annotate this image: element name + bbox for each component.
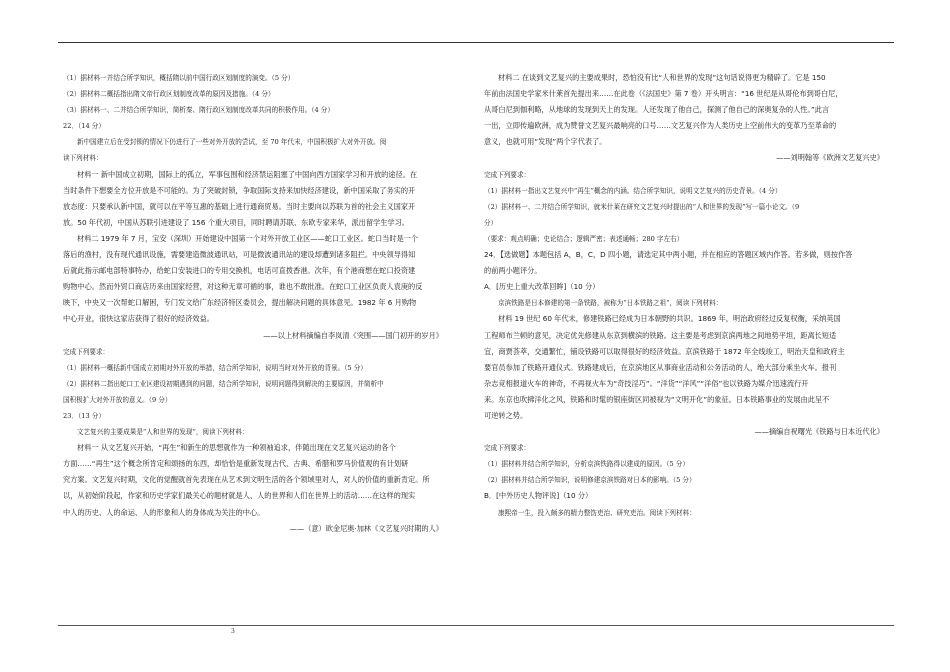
text-line: B．[中外历史人物评说]（10 分） bbox=[484, 491, 593, 501]
text-line: 以，从初始阶段起，作家和历史学家们最关心的题材就是人、人的世界和人们在世界上的活动……在这样的现实 bbox=[63, 491, 416, 501]
text-line: 材料一 从文艺复兴开始，“再生”和新生的思想就作为一种领袖追求，伴随出现在文艺复兴运动的各个 bbox=[77, 443, 396, 453]
footer-rule bbox=[58, 625, 894, 626]
text-line: 落后的渔村，没有现代通讯设施，需要建造微波通讯站，可是微波通讯站的建设却遭到诸多阻拦。中央领导得知 bbox=[63, 250, 416, 260]
text-line: 读下列材料： bbox=[63, 154, 103, 163]
text-line: 的前两小题评分。 bbox=[484, 266, 542, 276]
left-column bbox=[63, 70, 447, 537]
text-line: 22．（14 分） bbox=[63, 122, 105, 131]
text-line: ——刘明翰等《欧洲文艺复兴史》 bbox=[776, 153, 884, 163]
text-line: 24．【选做题】本题包括 A，B，C，D 四小题，请选定其中两小题，并在相应的答题区域内作答。若多做，则按作答 bbox=[484, 250, 853, 260]
text-line: 杂志竞相报道火车的神奇，不再视火车为“奇技淫巧”。“洋货”“洋风”“洋俗”也以铁路为媒介迅速流行开 bbox=[484, 378, 809, 388]
text-line: （1）据材料一概括新中国成立初期对外开放的举措，结合所学知识，说明当时对外开放的背景。（5 分） bbox=[63, 363, 367, 372]
text-line: A．[历史上重大改革回眸]（10 分） bbox=[484, 282, 600, 292]
text-line: 可逆转之势。 bbox=[484, 410, 528, 420]
text-line: 文艺复兴的主要成果是“人和世界的发现”，阅读下列材料： bbox=[77, 428, 249, 437]
text-line: 一出，立即传遍欧洲，成为赞誉文艺复兴最响亮的口号……文艺复兴作为人类历史上空前伟大的变革乃至革命的 bbox=[484, 121, 837, 131]
text-line: 康熙帝一生，投入颇多的精力整饬吏治、研究吏治。阅读下列材料： bbox=[498, 508, 696, 517]
text-line: 材料一 新中国成立初期，国际上的孤立，军事包围和经济禁运阻塞了中国向西方国家学习和开放的途径。在 bbox=[77, 169, 418, 179]
text-line: （1）据材料并结合所学知识，分析京滨铁路得以建成的原因。（5 分） bbox=[484, 460, 689, 469]
text-line: 后就此指示邮电部特事特办，给蛇口安装进口的专用交换机，电话可直拨香港。次年，有个港商想在蛇口投资建 bbox=[63, 266, 416, 276]
text-line: 当时条件下想要全方位开放是不可能的。为了突破封锁，争取国际支持来加快经济建设，新中国采取了务实的开 bbox=[63, 185, 416, 195]
text-line: 中心开业，很快这家店获得了很好的经济效益。 bbox=[63, 314, 214, 324]
text-line: 宜，商贾荟萃，交通繁忙，铺设铁路可以取得很好的经济效益。京滨铁路于 1872 年全线竣工，明治天皇和政府主 bbox=[484, 346, 845, 356]
text-line: 中人的历史、人的命运、人的形象和人的身体成为关注的中心。 bbox=[63, 507, 265, 517]
text-line: （2）据材料并结合所学知识，说明修建京滨铁路对日本的影响。（5 分） bbox=[484, 476, 696, 485]
text-line: （1）据材料一并结合所学知识，概括隋以前中国行政区划制度的演变。（5 分） bbox=[63, 74, 295, 82]
text-line: 23．（13 分） bbox=[63, 411, 105, 420]
text-line: 要官员参加了铁路开通仪式。铁路建成后，在京滨地区从事商业活动和公务活动的人，绝大部分乘坐火车。报刊 bbox=[484, 362, 837, 372]
text-line: 京滨铁路是日本修建的第一条铁路，被称为“日本铁路之祖”，阅读下列材料： bbox=[498, 299, 723, 308]
text-line: （2）据材料二指出蛇口工业区建设初期遇到的问题，结合所学知识，说明问题得到解决的主要原因，并简析中 bbox=[63, 379, 384, 388]
text-line: ——（意）欧金尼奥·加林《文艺复兴时期的人》 bbox=[289, 523, 443, 533]
text-line: 材料二 1979 年 7 月，宝安（深圳）开始建设中国第一个对外开放工业区——蛇口工业区。蛇口当时是一个 bbox=[77, 233, 419, 243]
text-line: 究方案。文艺复兴时期，文化的觉醒就首先表现在从艺术到文明生活的各个领域里对人，对人的价值的重新肯定。所 bbox=[63, 475, 430, 485]
text-line: 材料二 在谈到文艺复兴的主要成果时，恐怕没有比“人和世界的发现”这句话说得更为精辟了。它是 150 bbox=[498, 73, 826, 82]
header-rule bbox=[58, 42, 894, 43]
text-line: ——以上材料摘编自李岚清《突围——国门初开的岁月》 bbox=[263, 330, 443, 340]
right-column bbox=[484, 70, 888, 521]
text-line: （2）据材料二概括指出隋文帝行政区划制度改革的原因及措施。（4 分） bbox=[63, 90, 275, 99]
text-line: ——摘编自祝曙光《铁路与日本近代化》 bbox=[754, 427, 884, 437]
text-line: 放。50 年代初，中国从苏联引进建设了 156 个重大项目，同时聘请苏联、东欧专家来华，派出留学生学习。 bbox=[63, 217, 409, 227]
text-line: （要求：观点明确；史论结合；逻辑严密；表述通畅；280 字左右） bbox=[484, 234, 684, 243]
text-line: 从哥白尼到伽利略，从地球的发现到天上的发现。人还发现了他自己，探测了他自己的深奥复杂的人性。”此言 bbox=[484, 105, 830, 115]
text-line: 映下，中央又一次帮蛇口解困，专门发文给广东经济特区委员会，提出解决问题的具体意见。1982 年 6 月购物 bbox=[63, 298, 417, 308]
text-line: 购物中心。然而外贸口商店历来由国家经营，对这种无章可循的事，谁也不敢批准。在蛇口工业区负责人袁庚的反 bbox=[63, 282, 423, 292]
text-line: （3）据材料一、二并结合所学知识，简析秦、隋行政区划制度改革共同的积极作用。（4 分） bbox=[63, 106, 334, 115]
text-line: 来。东京也吹拂洋化之风，铁路和时髦的银座街区同被视为“文明开化”的象征。日本铁路事业的发展由此呈不 bbox=[484, 394, 830, 404]
text-line: 年前由法国史学家米什莱首先提出来……在此卷（《法国史》第 7 卷）开头明言：“16 世纪是从哥伦布到哥白尼， bbox=[484, 89, 843, 99]
text-line: （1）据材料一指出文艺复兴中“再生”概念的内涵。结合所学知识，说明文艺复兴的历史背景。（4 分） bbox=[484, 186, 782, 195]
text-line: 意义，也就可用“发现”两个字代表了。 bbox=[484, 137, 607, 147]
text-line: 工程师布兰顿的意见，决定优先修建从东京到横滨的铁路。这主要是考虑到京滨两地之间地势平坦，距离长短适 bbox=[484, 330, 837, 340]
text-line: 国积极扩大对外开放的意义。（9 分） bbox=[63, 395, 172, 404]
text-line: 放态度：只要承认新中国，就可以在平等互惠的基础上进行通商贸易。当时主要向以苏联为首的社会主义国家开 bbox=[63, 201, 416, 211]
text-line: 完成下列要求： bbox=[484, 444, 531, 453]
text-line: （2）据材料一、二并结合所学知识，就米什莱在研究文艺复兴时提出的“人和世界的发现”写一篇小论文。（9 bbox=[484, 202, 800, 211]
text-line: 完成下列要求： bbox=[63, 347, 110, 356]
text-line: 新中国建立后在受封锁的情况下仍进行了一些对外开放的尝试，至 70 年代末，中国积极扩大对外开放。阅 bbox=[77, 138, 387, 147]
page-number: 3 bbox=[231, 628, 235, 635]
text-line: 材料 19 世纪 60 年代末，修建铁路已经成为日本朝野的共识。1869 年，明治政府经过反复权衡，采纳英国 bbox=[498, 314, 841, 324]
text-line: 分） bbox=[484, 218, 498, 227]
text-line: 完成下列要求： bbox=[484, 170, 531, 179]
text-line: 方面……“再生”这个概念所肯定和颂扬的东西，却恰恰是重新发现古代、古典、希腊和罗马价值观的有计划研 bbox=[63, 459, 409, 469]
